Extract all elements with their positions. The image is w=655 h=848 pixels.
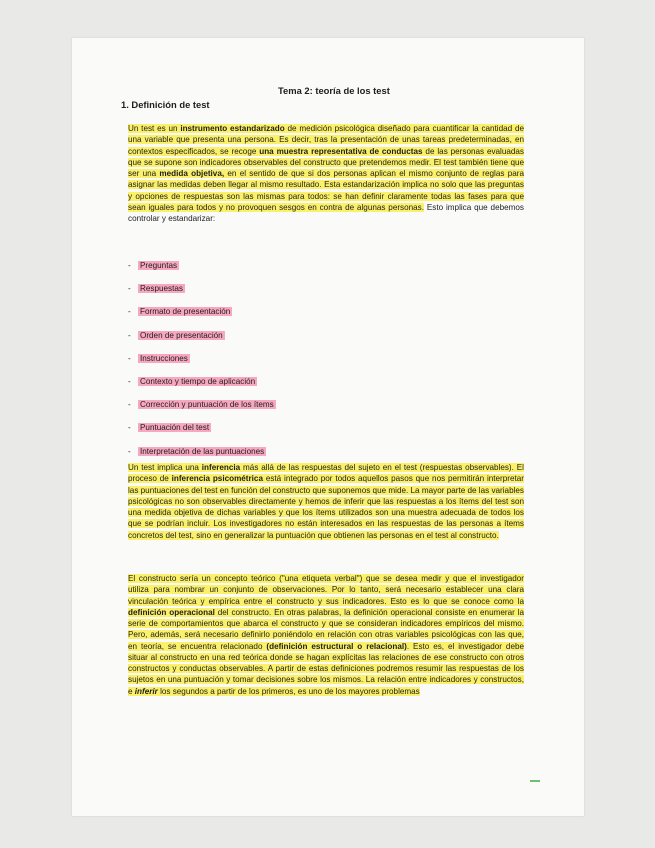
list-item: - Formato de presentación: [128, 307, 231, 317]
list-item: - Contexto y tiempo de aplicación: [128, 376, 256, 386]
list-item: - Respuestas: [128, 284, 183, 294]
list-item: - Orden de presentación: [128, 330, 223, 340]
list-item: - Instrucciones: [128, 353, 188, 363]
page-title: Tema 2: teoría de los test: [278, 85, 390, 96]
page-edge-mark: [530, 780, 540, 782]
section-heading: 1. Definición de test: [121, 99, 210, 110]
standardization-list: [128, 259, 428, 468]
paragraph-construct: El constructo sería un concepto teórico ("una etiqueta verbal") que se desea medir y que el investigador utiliza para nombrar un conjunto de observaciones. Por lo tanto, será necesario establecer una clara vinculación teórica y empírica entre el constructo y sus indicadores. Esto es lo que se conoce como la definición operacional del constructo. En otras palabras, la definición operacional consiste en enumerar la serie de comportamientos que abarca el constructo y que se consideran indicadores empíricos del mismo. Pero, además, será necesario definirlo poniéndolo en relación con otras variables psicológicas con las que, en teoría, se encuentra relacionado (definición estructural o relacional). Esto es, el investigador debe situar al constructo en una red teórica donde se hagan explícitas las relaciones de ese constructo con otros constructos y conductas observables. A partir de estas definiciones podremos resumir las respuestas de los sujetos en una puntuación y tomar decisiones sobre los mismos. La relación entre indicadores y constructos, e inferir los segundos a partir de los primeros, es uno de los mayores problemas: [128, 574, 525, 696]
list-item: - Interpretación de las puntuaciones: [128, 446, 265, 456]
list-item: - Puntuación del test: [128, 423, 210, 433]
paragraph-inference: Un test implica una inferencia más allá de las respuestas del sujeto en el test (respuestas observables). El proceso de inferencia psicométrica está integrado por todos aquellos pasos que nos permitirán interpretar las puntuaciones del test en función del constructo que suponemos que mide. La mayor parte de las variables psicológicas no son observables directamente y hemos de inferir que las respuestas a los ítems del test son una medida objetiva de dichas variables y que los ítems utilizados son una muestra adecuada de todos los que se podrían incluir. Los investigadores no están interesados en las respuestas de las personas a ítems concretos del test, sino en generalizar la puntuación que obtienen las personas en el test al constructo.: [128, 463, 524, 540]
list-item: - Preguntas: [128, 261, 178, 270]
paragraph-definition: Un test es un instrumento estandarizado de medición psicológica diseñado para cuantificar la cantidad de una variable que presenta una persona. Es decir, tras la presentación de unas tareas predeterminadas, en contextos especificados, se recoge una muestra representativa de conductas de las personas evaluadas que se supone son indicadores observables del constructo que pretendemos medir. El test también tiene que ser una medida objetiva, en el sentido de que si dos personas aplican el mismo conjunto de reglas para asignar las medidas deben llegar al mismo resultado. Esta estandarización implica no solo que las preguntas y opciones de respuestas son las mismas para todos: se han definir claramente todas las fases para que sean iguales para todos y no provoquen sesgos en contra de algunas personas. Esto implica que debemos controlar y estandarizar:: [128, 124, 525, 223]
list-item: - Corrección y puntuación de los ítems: [128, 400, 274, 410]
